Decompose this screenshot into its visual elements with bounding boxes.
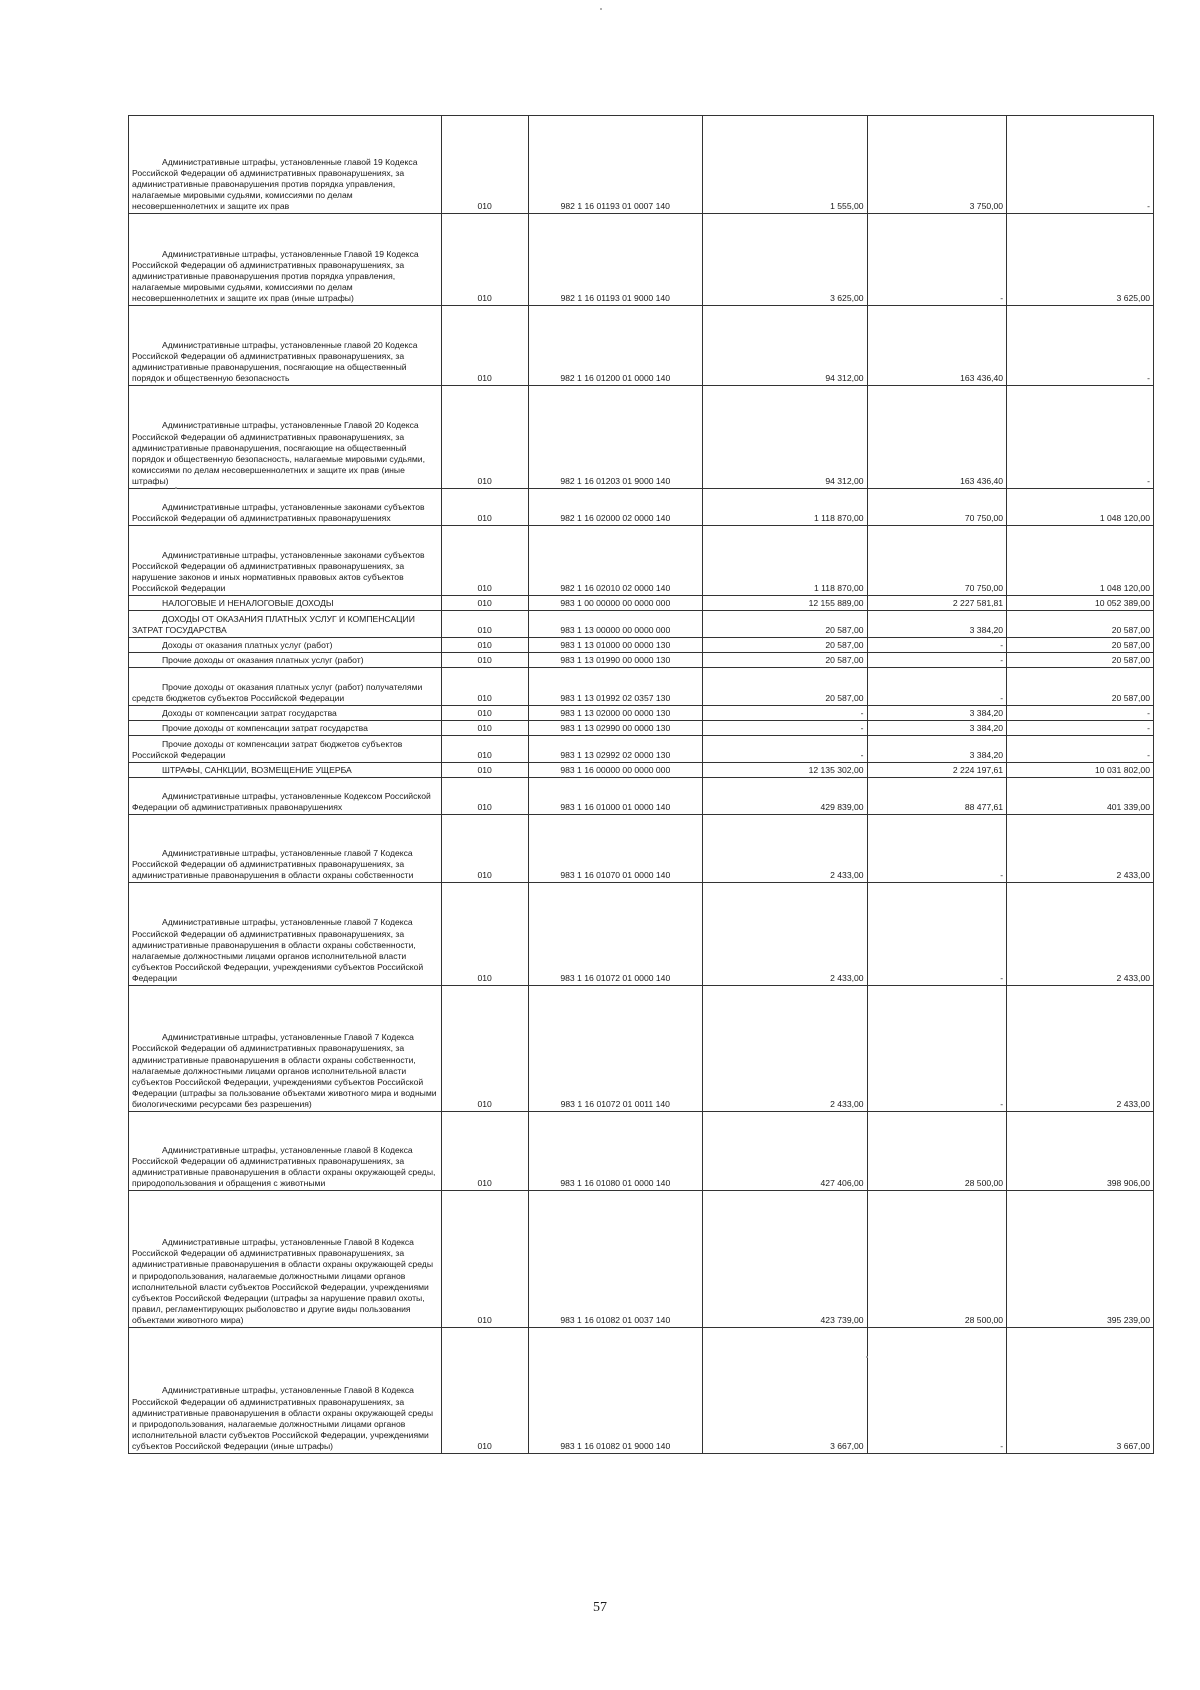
row-code: 010 xyxy=(441,736,528,763)
row-name-text: Административные штрафы, установленные Главой 7 Кодекса Российской Федерации об административных правонарушениях, за административные правонарушения в области охраны собственности, налагаемые должностными лицами органов исполнительной власти субъектов Российской Федерации, учреждениями субъектов Российской Федерации (штрафы за пользование объектами животного мира и водными биологическими ресурсами без разрешения) xyxy=(132,1032,437,1109)
row-name xyxy=(129,1112,442,1191)
row-kbk: 983 1 16 00000 00 0000 000 xyxy=(528,763,702,778)
row-value-3: 10 031 802,00 xyxy=(1007,763,1154,778)
row-value-2: 28 500,00 xyxy=(867,1112,1007,1191)
row-value-3: 2 433,00 xyxy=(1007,986,1154,1112)
table-row xyxy=(129,526,1154,596)
row-value-3: 20 587,00 xyxy=(1007,668,1154,706)
row-value-3: - xyxy=(1007,706,1154,721)
row-name xyxy=(129,736,442,763)
row-code: 010 xyxy=(441,706,528,721)
row-name-text: Административные штрафы, установленные Главой 19 Кодекса Российской Федерации об административных правонарушениях, за административные правонарушения против порядка управления, налагаемые мировыми судьями, комиссиями по делам несовершеннолетних и защите их прав (иные штрафы) xyxy=(132,248,419,303)
row-value-2: - xyxy=(867,668,1007,706)
row-code: 010 xyxy=(441,815,528,883)
row-name xyxy=(129,638,442,653)
row-value-3: 3 625,00 xyxy=(1007,214,1154,306)
row-value-2: - xyxy=(867,214,1007,306)
table-row xyxy=(129,721,1154,736)
row-name-text: Административные штрафы, установленные главой 19 Кодекса Российской Федерации об административных правонарушениях, за административные правонарушения против порядка управления, налагаемые мировыми судьями, комиссиями по делам несовершеннолетних и защите их прав xyxy=(132,156,418,211)
report-sheet xyxy=(128,115,1154,1454)
table-row xyxy=(129,638,1154,653)
row-value-1: - xyxy=(702,706,867,721)
row-value-3: - xyxy=(1007,306,1154,386)
row-kbk: 983 1 00 00000 00 0000 000 xyxy=(528,596,702,611)
row-value-2: 3 384,20 xyxy=(867,736,1007,763)
row-value-2: 2 224 197,61 xyxy=(867,763,1007,778)
row-value-1: 2 433,00 xyxy=(702,815,867,883)
row-name xyxy=(129,386,442,489)
row-name-text: Прочие доходы от компенсации затрат государства xyxy=(162,722,368,733)
row-value-1: - xyxy=(702,721,867,736)
row-value-2: - xyxy=(867,815,1007,883)
row-name xyxy=(129,489,442,526)
row-value-1: 1 118 870,00 xyxy=(702,489,867,526)
row-value-1: 2 433,00 xyxy=(702,986,867,1112)
row-name-text: ДОХОДЫ ОТ ОКАЗАНИЯ ПЛАТНЫХ УСЛУГ И КОМПЕНСАЦИИ ЗАТРАТ ГОСУДАРСТВА xyxy=(132,613,415,635)
row-kbk: 983 1 16 01082 01 0037 140 xyxy=(528,1191,702,1328)
row-code: 010 xyxy=(441,721,528,736)
row-kbk: 983 1 16 01072 01 0011 140 xyxy=(528,986,702,1112)
row-value-2: 163 436,40 xyxy=(867,306,1007,386)
row-value-2: 3 384,20 xyxy=(867,721,1007,736)
row-value-3: 401 339,00 xyxy=(1007,778,1154,815)
row-code: 010 xyxy=(441,668,528,706)
row-value-1: 3 625,00 xyxy=(702,214,867,306)
row-value-3: 20 587,00 xyxy=(1007,653,1154,668)
row-name xyxy=(129,815,442,883)
row-value-3: - xyxy=(1007,386,1154,489)
row-value-3: 395 239,00 xyxy=(1007,1191,1154,1328)
row-code: 010 xyxy=(441,763,528,778)
row-value-3: - xyxy=(1007,721,1154,736)
row-code: 010 xyxy=(441,526,528,596)
row-name xyxy=(129,653,442,668)
table-row xyxy=(129,653,1154,668)
row-code: 010 xyxy=(441,386,528,489)
table-row xyxy=(129,736,1154,763)
row-name xyxy=(129,986,442,1112)
row-value-3: 3 667,00 xyxy=(1007,1328,1154,1454)
row-name-text: Административные штрафы, установленные главой 7 Кодекса Российской Федерации об административных правонарушениях, за административные правонарушения в области охраны собственности xyxy=(132,847,414,880)
row-code: 010 xyxy=(441,883,528,986)
row-kbk: 983 1 16 01072 01 0000 140 xyxy=(528,883,702,986)
row-name xyxy=(129,596,442,611)
row-kbk: 983 1 16 01000 01 0000 140 xyxy=(528,778,702,815)
row-value-1: 429 839,00 xyxy=(702,778,867,815)
row-value-3: 1 048 120,00 xyxy=(1007,489,1154,526)
table-row xyxy=(129,306,1154,386)
table-row xyxy=(129,668,1154,706)
row-code: 010 xyxy=(441,1328,528,1454)
row-value-3: 398 906,00 xyxy=(1007,1112,1154,1191)
row-name-text: Административные штрафы, установленные Главой 20 Кодекса Российской Федерации об административных правонарушениях, за административные правонарушения, посягающие на общественный порядок и общественную безопасность, налагаемые мировыми судьями, комиссиями по делам несовершеннолетних и защите их прав (иные штрафы) xyxy=(132,420,425,486)
row-name-text: Доходы от компенсации затрат государства xyxy=(162,707,337,718)
row-name-text: Административные штрафы, установленные главой 7 Кодекса Российской Федерации об административных правонарушениях, за административные правонарушения в области охраны собственности, налагаемые должностными лицами органов исполнительной власти субъектов Российской Федерации, учреждениями субъектов Российской Федерации xyxy=(132,917,424,983)
row-value-3: 2 433,00 xyxy=(1007,883,1154,986)
row-code: 010 xyxy=(441,638,528,653)
row-value-2: 28 500,00 xyxy=(867,1191,1007,1328)
row-value-2: 3 384,20 xyxy=(867,611,1007,638)
table-row xyxy=(129,386,1154,489)
row-code: 010 xyxy=(441,986,528,1112)
table-row xyxy=(129,815,1154,883)
row-name xyxy=(129,721,442,736)
row-name-text: Административные штрафы, установленные законами субъектов Российской Федерации об административных правонарушениях xyxy=(132,501,425,523)
table-row xyxy=(129,986,1154,1112)
row-kbk: 983 1 16 01080 01 0000 140 xyxy=(528,1112,702,1191)
row-name xyxy=(129,883,442,986)
row-value-2: - xyxy=(867,1328,1007,1454)
row-value-3: 10 052 389,00 xyxy=(1007,596,1154,611)
row-value-2: 2 227 581,81 xyxy=(867,596,1007,611)
row-value-1: 20 587,00 xyxy=(702,668,867,706)
row-value-2: 163 436,40 xyxy=(867,386,1007,489)
row-value-3: 2 433,00 xyxy=(1007,815,1154,883)
table-body xyxy=(129,116,1154,1454)
row-name-text: Административные штрафы, установленные Кодексом Российской Федерации об административных правонарушениях xyxy=(132,790,431,812)
row-name-text: НАЛОГОВЫЕ И НЕНАЛОГОВЫЕ ДОХОДЫ xyxy=(162,597,334,608)
row-name-text: Прочие доходы от компенсации затрат бюджетов субъектов Российской Федерации xyxy=(132,738,403,760)
row-value-3: - xyxy=(1007,736,1154,763)
table-row xyxy=(129,116,1154,214)
row-name-text: Доходы от оказания платных услуг (работ) xyxy=(162,639,333,650)
row-value-2: 70 750,00 xyxy=(867,526,1007,596)
row-value-2: - xyxy=(867,653,1007,668)
row-code: 010 xyxy=(441,1191,528,1328)
row-name-text: Административные штрафы, установленные главой 20 Кодекса Российской Федерации об административных правонарушениях, за административные правонарушения, посягающие на общественный порядок и общественную безопасность xyxy=(132,339,418,383)
row-value-1: 94 312,00 xyxy=(702,386,867,489)
row-kbk: 982 1 16 01193 01 9000 140 xyxy=(528,214,702,306)
row-name xyxy=(129,763,442,778)
row-kbk: 982 1 16 01203 01 9000 140 xyxy=(528,386,702,489)
row-kbk: 982 1 16 02010 02 0000 140 xyxy=(528,526,702,596)
row-kbk: 983 1 13 02992 02 0000 130 xyxy=(528,736,702,763)
row-code: 010 xyxy=(441,214,528,306)
row-name-text: ШТРАФЫ, САНКЦИИ, ВОЗМЕЩЕНИЕ УЩЕРБА xyxy=(162,764,352,775)
row-value-1: 427 406,00 xyxy=(702,1112,867,1191)
table-row xyxy=(129,1328,1154,1454)
row-name xyxy=(129,706,442,721)
row-value-1: 1 118 870,00 xyxy=(702,526,867,596)
table-row xyxy=(129,1112,1154,1191)
row-name xyxy=(129,668,442,706)
row-value-1: 3 667,00 xyxy=(702,1328,867,1454)
row-kbk: 982 1 16 01193 01 0007 140 xyxy=(528,116,702,214)
table-row xyxy=(129,778,1154,815)
row-code: 010 xyxy=(441,1112,528,1191)
row-value-2: - xyxy=(867,638,1007,653)
row-name-text: Прочие доходы от оказания платных услуг (работ) xyxy=(162,654,364,665)
row-value-1: - xyxy=(702,736,867,763)
row-name xyxy=(129,611,442,638)
table-row xyxy=(129,611,1154,638)
row-value-1: 1 555,00 xyxy=(702,116,867,214)
row-code: 010 xyxy=(441,611,528,638)
row-name-text: Прочие доходы от оказания платных услуг (работ) получателями средств бюджетов субъектов Российской Федерации xyxy=(132,681,423,703)
table-row xyxy=(129,489,1154,526)
row-value-3: 20 587,00 xyxy=(1007,638,1154,653)
row-value-3: - xyxy=(1007,116,1154,214)
row-value-2: 3 384,20 xyxy=(867,706,1007,721)
row-kbk: 983 1 16 01070 01 0000 140 xyxy=(528,815,702,883)
revenue-table xyxy=(128,115,1154,1454)
row-kbk: 982 1 16 01200 01 0000 140 xyxy=(528,306,702,386)
row-name xyxy=(129,214,442,306)
row-value-1: 12 135 302,00 xyxy=(702,763,867,778)
row-kbk: 983 1 13 02000 00 0000 130 xyxy=(528,706,702,721)
row-name xyxy=(129,778,442,815)
row-name-text: Административные штрафы, установленные законами субъектов Российской Федерации об административных правонарушениях, за нарушение законов и иных нормативных правовых актов субъектов Российской Федерации xyxy=(132,549,425,593)
row-name xyxy=(129,1191,442,1328)
row-value-1: 423 739,00 xyxy=(702,1191,867,1328)
row-code: 010 xyxy=(441,306,528,386)
row-kbk: 983 1 16 01082 01 9000 140 xyxy=(528,1328,702,1454)
row-kbk: 983 1 13 00000 00 0000 000 xyxy=(528,611,702,638)
table-row xyxy=(129,596,1154,611)
row-name-text: Административные штрафы, установленные главой 8 Кодекса Российской Федерации об административных правонарушениях, за административные правонарушения в области охраны окружающей среды, природопользования и обращения с животными xyxy=(132,1144,436,1188)
row-value-2: 3 750,00 xyxy=(867,116,1007,214)
table-row xyxy=(129,706,1154,721)
row-name xyxy=(129,1328,442,1454)
table-row xyxy=(129,883,1154,986)
row-kbk: 983 1 13 01992 02 0357 130 xyxy=(528,668,702,706)
row-code: 010 xyxy=(441,489,528,526)
table-row xyxy=(129,763,1154,778)
row-value-3: 20 587,00 xyxy=(1007,611,1154,638)
row-code: 010 xyxy=(441,116,528,214)
row-value-1: 20 587,00 xyxy=(702,653,867,668)
row-kbk: 983 1 13 01000 00 0000 130 xyxy=(528,638,702,653)
row-value-1: 20 587,00 xyxy=(702,611,867,638)
row-kbk: 983 1 13 01990 00 0000 130 xyxy=(528,653,702,668)
table-row xyxy=(129,1191,1154,1328)
row-name-text: Административные штрафы, установленные Главой 8 Кодекса Российской Федерации об административных правонарушениях, за административные правонарушения в области охраны окружающей среды и природопользования, налагаемые должностными лицами органов исполнительной власти субъектов Российской Федерации, учреждениями субъектов Российской Федерации (иные штрафы) xyxy=(132,1385,433,1451)
page-number: 57 xyxy=(593,1600,607,1615)
row-value-1: 20 587,00 xyxy=(702,638,867,653)
scan-speck xyxy=(866,1356,868,1358)
row-value-2: - xyxy=(867,883,1007,986)
row-value-1: 12 155 889,00 xyxy=(702,596,867,611)
scan-speck xyxy=(600,8,602,10)
row-kbk: 982 1 16 02000 02 0000 140 xyxy=(528,489,702,526)
row-value-2: - xyxy=(867,986,1007,1112)
row-name-text: Административные штрафы, установленные Главой 8 Кодекса Российской Федерации об административных правонарушениях, за административные правонарушения в области охраны окружающей среды и природопользования, налагаемые должностными лицами органов исполнительной власти субъектов Российской Федерации, учреждениями субъектов Российской Федерации (штрафы за нарушение правил охоты, правил, регламентирующих рыболовство и другие виды пользования объектами животного мира) xyxy=(132,1237,433,1325)
row-code: 010 xyxy=(441,778,528,815)
scan-speck xyxy=(175,487,177,489)
row-name xyxy=(129,306,442,386)
row-code: 010 xyxy=(441,653,528,668)
row-value-3: 1 048 120,00 xyxy=(1007,526,1154,596)
row-name xyxy=(129,526,442,596)
row-value-1: 2 433,00 xyxy=(702,883,867,986)
row-code: 010 xyxy=(441,596,528,611)
row-name xyxy=(129,116,442,214)
row-value-2: 88 477,61 xyxy=(867,778,1007,815)
row-value-2: 70 750,00 xyxy=(867,489,1007,526)
row-kbk: 983 1 13 02990 00 0000 130 xyxy=(528,721,702,736)
row-value-1: 94 312,00 xyxy=(702,306,867,386)
table-row xyxy=(129,214,1154,306)
